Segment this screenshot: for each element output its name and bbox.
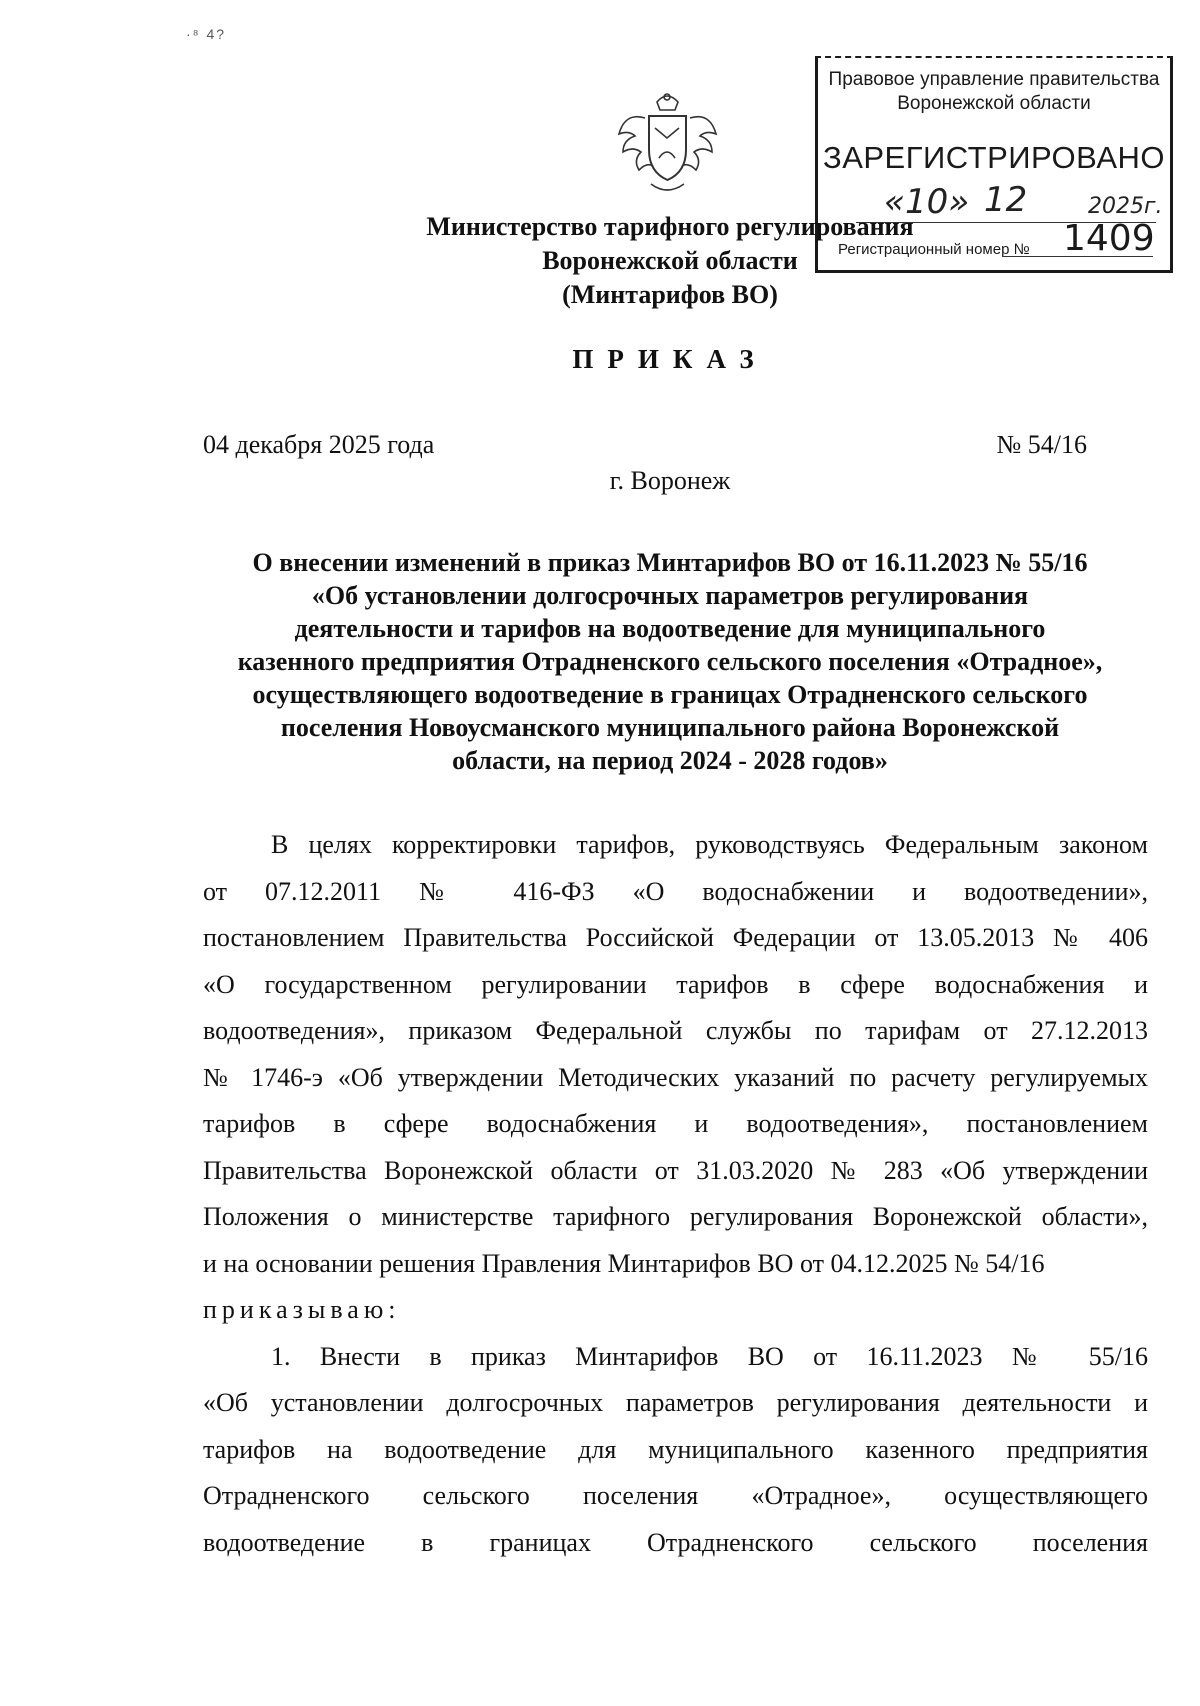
document-type-title: ПРИКАЗ bbox=[572, 344, 768, 374]
ministry-heading bbox=[300, 210, 1040, 312]
body-line: В целях корректировки тарифов, руководствуясь Федеральным законом bbox=[271, 830, 1148, 859]
body-line: Положения о министерстве тарифного регулирования Воронежской области», bbox=[203, 1202, 1148, 1231]
body-line: тарифов на водоотведение для муниципального казенного предприятия bbox=[203, 1434, 1148, 1464]
body-line: водоотведение в границах Отрадненского сельского поселения bbox=[203, 1527, 1148, 1557]
subject-line: осуществляющего водоотведение в границах Отрадненского сельского bbox=[252, 680, 1088, 709]
document-number: № 54/16 bbox=[996, 430, 1087, 459]
body-line: и на основании решения Правления Минтарифов ВО от 04.12.2025 № 54/16 bbox=[203, 1248, 1045, 1278]
document-subject bbox=[195, 546, 1145, 777]
subject-line: деятельности и тарифов на водоотведение для муниципального bbox=[294, 614, 1046, 643]
ministry-line2: Воронежской области bbox=[542, 246, 798, 275]
body-line: от 07.12.2011 № 416-ФЗ «О водоснабжении и водоотведении», bbox=[203, 876, 1148, 906]
body-line: тарифов в сфере водоснабжения и водоотведения», постановлением bbox=[203, 1109, 1148, 1138]
stamp-regno-value: 1409 bbox=[1063, 218, 1155, 259]
body-line: 1. Внести в приказ Минтарифов ВО от 16.11.2023 № 55/16 bbox=[271, 1341, 1148, 1371]
body-line: «Об установлении долгосрочных параметров регулирования деятельности и bbox=[203, 1388, 1148, 1417]
stamp-day: «10» bbox=[884, 182, 970, 222]
stamp-regno-label: Регистрационный номер № bbox=[838, 241, 1030, 258]
document-date: 04 декабря 2025 года bbox=[203, 430, 435, 459]
stamp-organization bbox=[818, 68, 1170, 116]
ministry-line3: (Минтарифов ВО) bbox=[562, 280, 778, 309]
stamp-year: 2025г. bbox=[1088, 194, 1163, 219]
subject-line: области, на период 2024 - 2028 годов» bbox=[452, 746, 888, 775]
subject-line: О внесении изменений в приказ Минтарифов ВО от 16.11.2023 № 55/16 bbox=[252, 548, 1088, 577]
body-line: № 1746-э «Об утверждении Методических указаний по расчету регулируемых bbox=[203, 1062, 1148, 1092]
body-line: постановлением Правительства Российской Федерации от 13.05.2013 № 406 bbox=[203, 923, 1148, 952]
ministry-line1: Министерство тарифного регулирования bbox=[426, 212, 914, 241]
margin-handwritten-note: ·⁸ 4? bbox=[186, 26, 227, 42]
stamp-org-line2: Воронежской области bbox=[897, 93, 1091, 114]
stamp-month: 12 bbox=[984, 180, 1028, 220]
body-line: Правительства Воронежской области от 31.03.2020 № 283 «Об утверждении bbox=[203, 1155, 1148, 1185]
coat-of-arms-emblem-icon bbox=[615, 88, 720, 198]
stamp-registered-label: ЗАРЕГИСТРИРОВАНО bbox=[822, 140, 1165, 175]
document-body bbox=[203, 822, 1148, 1566]
subject-line: «Об установлении долгосрочных параметров регулирования bbox=[311, 581, 1029, 610]
body-line: Отрадненского сельского поселения «Отрадное», осуществляющего bbox=[203, 1481, 1148, 1510]
stamp-org-line1: Правовое управление правительства bbox=[828, 69, 1160, 90]
subject-line: казенного предприятия Отрадненского сельского поселения «Отрадное», bbox=[237, 647, 1103, 676]
subject-line: поселения Новоусманского муниципального района Воронежской bbox=[280, 713, 1060, 742]
order-word: приказываю: bbox=[203, 1295, 401, 1324]
body-line: водоотведения», приказом Федеральной службы по тарифам от 27.12.2013 bbox=[203, 1016, 1148, 1045]
body-line: «О государственном регулировании тарифов в сфере водоснабжения и bbox=[203, 969, 1148, 999]
document-city: г. Воронеж bbox=[609, 466, 731, 495]
